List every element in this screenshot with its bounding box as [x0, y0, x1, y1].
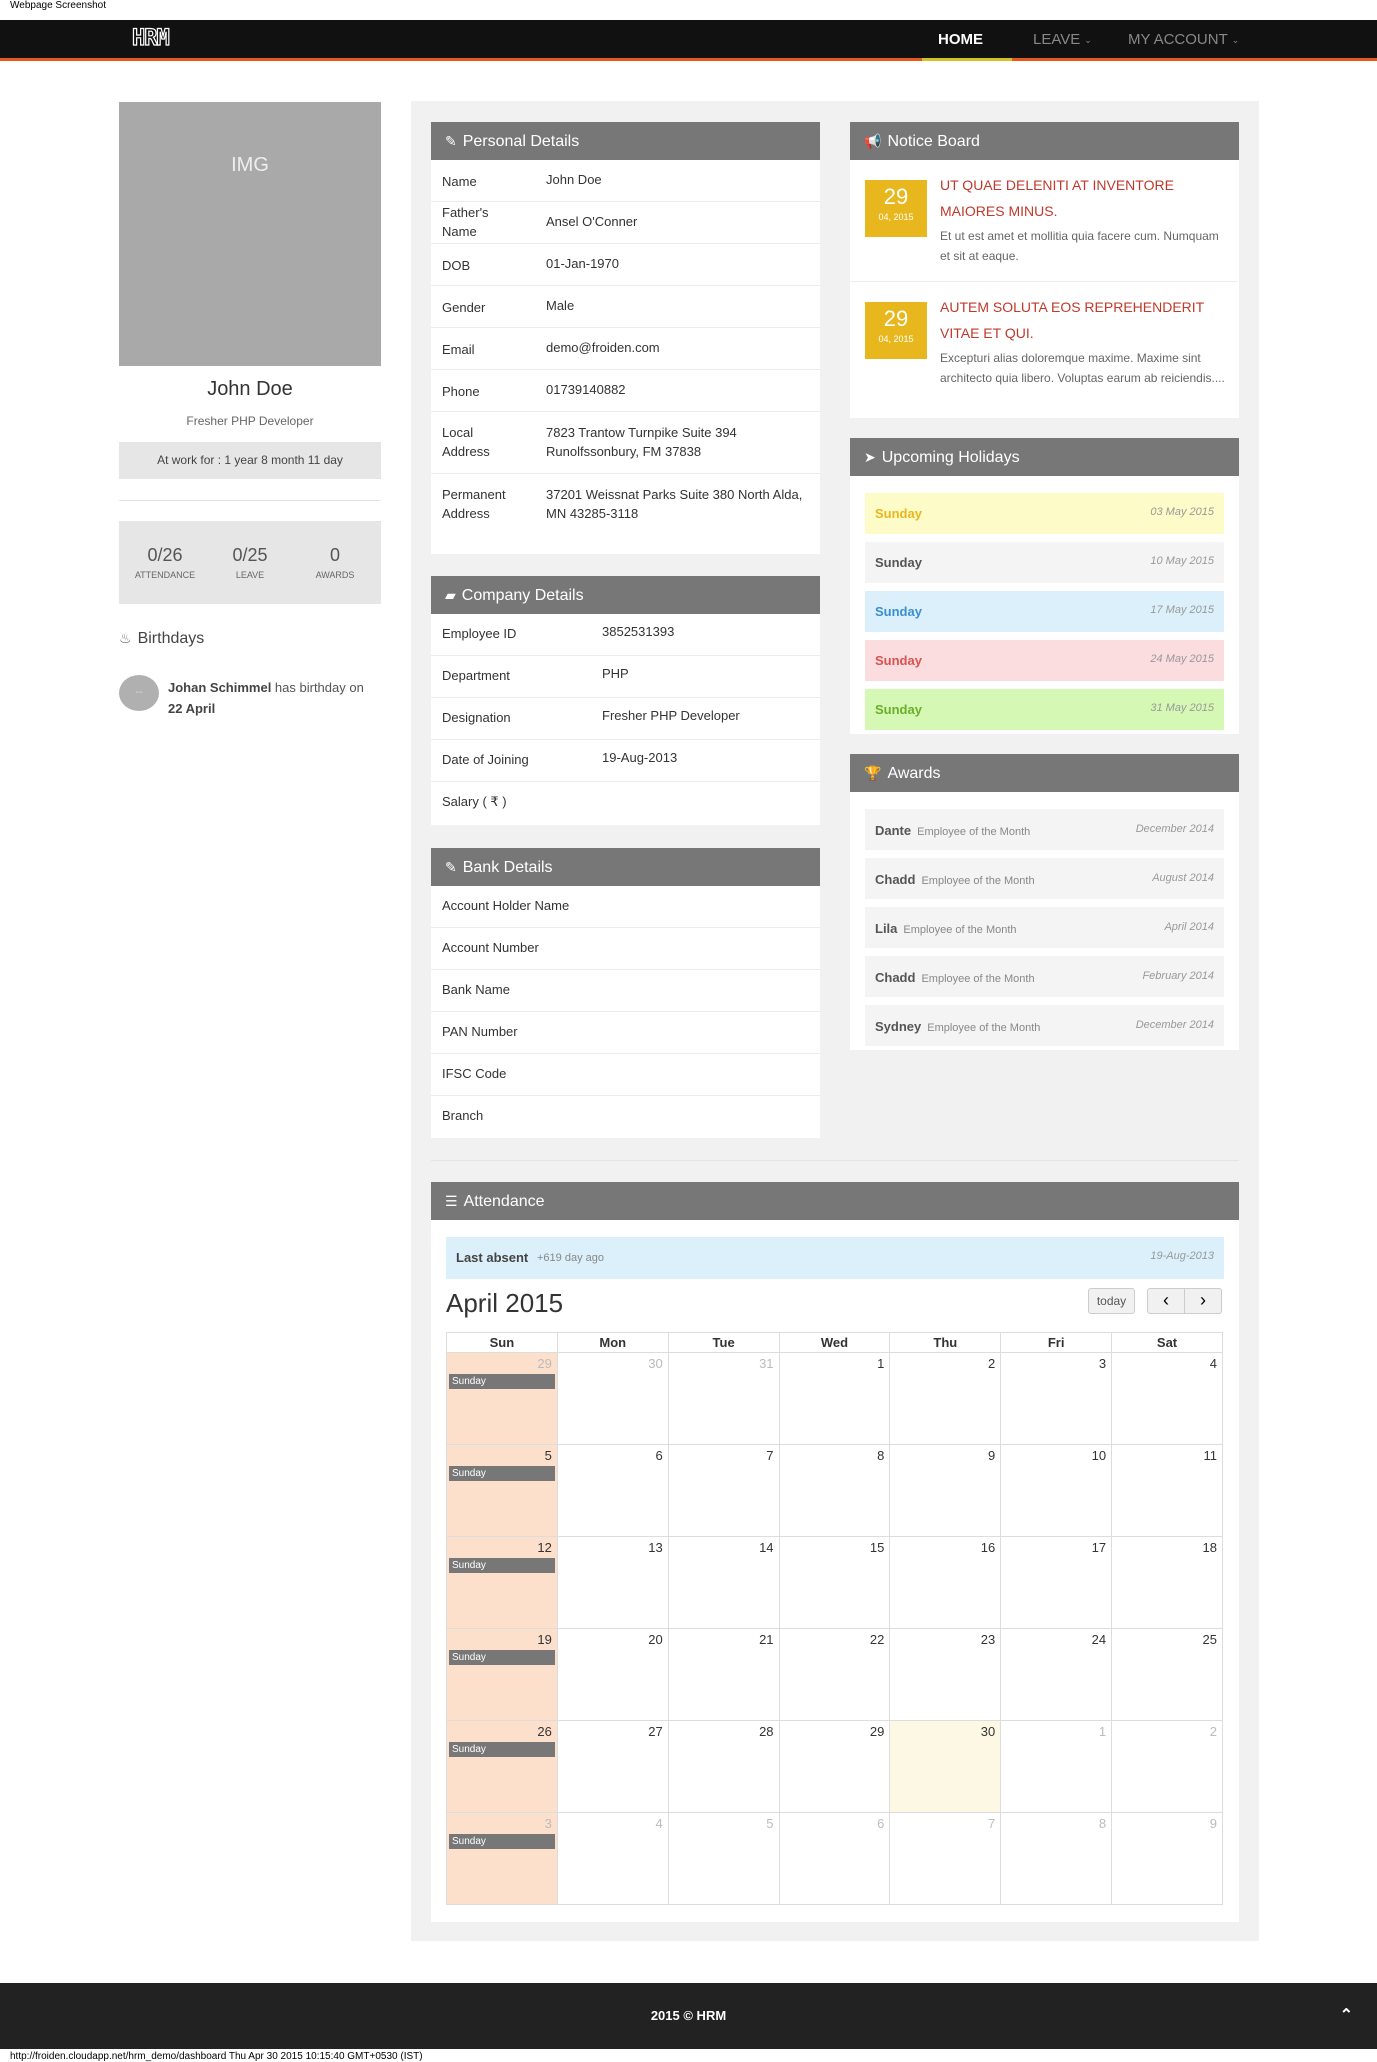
detail-key: Gender	[442, 300, 486, 315]
detail-key: Date of Joining	[442, 752, 529, 767]
detail-value: Ansel O'Conner	[546, 214, 638, 229]
calendar-event[interactable]: Sunday	[449, 1834, 555, 1849]
day-number: 1	[877, 1356, 885, 1371]
calendar-day-cell[interactable]	[557, 1353, 668, 1445]
holiday-item[interactable]	[865, 689, 1224, 730]
calendar-day-cell[interactable]	[1001, 1629, 1112, 1721]
detail-value: Male	[546, 298, 575, 313]
detail-row	[431, 740, 820, 782]
award-date: February 2014	[1142, 970, 1214, 982]
weekday-header: Fri	[1001, 1333, 1112, 1353]
calendar-day-cell[interactable]	[890, 1445, 1001, 1537]
detail-key: DOB	[442, 258, 471, 273]
stat-label: ATTENDANCE	[134, 570, 196, 580]
day-number: 4	[1209, 1356, 1217, 1371]
detail-row	[431, 244, 820, 286]
stat-value: 0	[329, 545, 340, 565]
calendar-day-cell[interactable]	[447, 1813, 558, 1905]
calendar-day-cell[interactable]	[890, 1629, 1001, 1721]
detail-value: 19-Aug-2013	[602, 750, 678, 765]
calendar-day-cell[interactable]	[1112, 1353, 1223, 1445]
detail-row	[431, 286, 820, 328]
detail-row	[431, 1012, 820, 1054]
upcoming-holidays-panel	[850, 438, 1239, 734]
chevron-down-icon: ⌄	[1231, 34, 1240, 45]
holiday-item[interactable]	[865, 640, 1224, 681]
award-title: Employee of the Month	[917, 826, 1031, 838]
notice-body: Excepturi alias doloremque maxime. Maxime sint architecto quia libero. Voluptas earum ab reiciendis....	[940, 351, 1225, 385]
day-number: 10	[1091, 1448, 1107, 1463]
calendar-day-cell[interactable]	[1112, 1445, 1223, 1537]
calendar-day-cell[interactable]	[779, 1353, 890, 1445]
calendar-day-cell[interactable]	[557, 1445, 668, 1537]
calendar-day-cell[interactable]	[447, 1629, 558, 1721]
calendar-day-cell[interactable]	[668, 1537, 779, 1629]
calendar-week-row	[447, 1721, 1223, 1813]
calendar-header-row	[447, 1333, 1223, 1353]
divider	[431, 1160, 1239, 1161]
calendar-event[interactable]: Sunday	[449, 1742, 555, 1757]
birthdays-title: Birthdays	[137, 630, 205, 647]
holiday-date: 03 May 2015	[1150, 506, 1214, 518]
day-number: 6	[655, 1448, 663, 1463]
award-title: Employee of the Month	[921, 875, 1035, 887]
day-number: 13	[648, 1540, 663, 1555]
notice-body: Et ut est amet et mollitia quia facere cum. Numquam et sit at eaque.	[940, 229, 1219, 263]
prev-month-button[interactable]: ‹	[1147, 1288, 1185, 1314]
calendar-day-cell[interactable]	[890, 1721, 1001, 1813]
holiday-item[interactable]	[865, 542, 1224, 583]
detail-key: PAN Number	[442, 1024, 518, 1039]
notice-item[interactable]	[850, 282, 1238, 418]
avatar: --	[119, 675, 159, 711]
day-number: 27	[648, 1724, 663, 1739]
day-number: 30	[980, 1724, 996, 1739]
day-number: 12	[537, 1540, 552, 1555]
holiday-date: 31 May 2015	[1150, 702, 1214, 714]
stat-label: LEAVE	[235, 570, 265, 580]
calendar-event[interactable]: Sunday	[449, 1466, 555, 1481]
day-number: 21	[759, 1632, 774, 1647]
notice-month: 04, 2015	[878, 212, 914, 222]
calendar-day-cell[interactable]	[447, 1445, 558, 1537]
profile-image-label: IMG	[231, 154, 269, 176]
detail-row	[431, 202, 820, 244]
weekday-header: Tue	[668, 1333, 779, 1353]
weekday-header: Wed	[779, 1333, 890, 1353]
day-number: 3	[544, 1816, 552, 1831]
footer	[0, 1983, 1377, 2049]
day-number: 7	[987, 1816, 996, 1831]
detail-value: 3852531393	[602, 624, 675, 639]
day-number: 18	[1202, 1540, 1217, 1555]
calendar-day-cell[interactable]	[1001, 1353, 1112, 1445]
day-number: 22	[869, 1632, 885, 1647]
stat-label: AWARDS	[315, 570, 355, 580]
paper-plane-icon: ➤	[864, 449, 876, 465]
calendar-day-cell[interactable]	[1001, 1813, 1112, 1905]
day-number: 2	[987, 1356, 996, 1371]
panel-header	[850, 438, 1239, 476]
calendar-week-row	[447, 1629, 1223, 1721]
notice-item[interactable]	[850, 160, 1238, 282]
day-number: 20	[648, 1632, 663, 1647]
calendar-event[interactable]: Sunday	[449, 1558, 555, 1573]
calendar-day-cell[interactable]	[668, 1629, 779, 1721]
holiday-date: 24 May 2015	[1150, 653, 1214, 665]
holiday-name: Sunday	[875, 506, 922, 521]
detail-key: Permanent Address	[442, 487, 506, 521]
detail-row	[431, 886, 820, 928]
detail-key: Designation	[442, 710, 511, 725]
detail-key: IFSC Code	[442, 1066, 507, 1081]
detail-key: Branch	[442, 1108, 484, 1123]
calendar-day-cell[interactable]	[557, 1537, 668, 1629]
detail-value: 37201 Weissnat Parks Suite 380 North Alda, MN 43285-3118	[546, 487, 803, 521]
notice-date	[865, 180, 927, 237]
panel-header	[431, 576, 820, 614]
day-number: 29	[869, 1724, 885, 1739]
logo[interactable]: HRM	[132, 26, 169, 51]
day-number: 16	[980, 1540, 996, 1555]
holiday-item[interactable]	[865, 493, 1224, 534]
personal-details-panel	[431, 122, 820, 554]
nav-leave-label: LEAVE	[1033, 31, 1081, 48]
holiday-name: Sunday	[875, 702, 922, 717]
calendar-day-cell[interactable]	[668, 1445, 779, 1537]
holiday-name: Sunday	[875, 604, 922, 619]
panel-header	[850, 754, 1239, 792]
detail-value: demo@froiden.com	[546, 340, 660, 355]
day-number: 2	[1209, 1724, 1217, 1739]
calendar-day-cell[interactable]	[779, 1537, 890, 1629]
calendar-day-cell[interactable]	[1112, 1721, 1223, 1813]
detail-key: Department	[442, 668, 510, 683]
award-winner: Chadd	[875, 872, 916, 887]
calendar-day-cell[interactable]	[668, 1813, 779, 1905]
panel-title: Upcoming Holidays	[881, 449, 1020, 466]
trophy-icon: 🏆	[864, 765, 882, 781]
day-number: 24	[1091, 1632, 1107, 1647]
panel-header	[850, 122, 1239, 160]
calendar-day-cell[interactable]	[1001, 1445, 1112, 1537]
detail-value: PHP	[602, 666, 629, 681]
calendar-day-cell[interactable]	[1001, 1721, 1112, 1813]
birthday-person: Johan Schimmel	[168, 680, 272, 695]
day-number: 11	[1203, 1448, 1217, 1463]
profile-role: Fresher PHP Developer	[186, 414, 314, 428]
day-number: 17	[1091, 1540, 1107, 1555]
calendar-day-cell[interactable]	[668, 1353, 779, 1445]
award-winner: Sydney	[875, 1019, 922, 1034]
calendar-day-cell[interactable]	[557, 1721, 668, 1813]
day-number: 9	[987, 1448, 996, 1463]
detail-row	[431, 698, 820, 740]
calendar-day-cell[interactable]	[779, 1445, 890, 1537]
company-details-panel	[431, 576, 820, 825]
detail-row	[431, 928, 820, 970]
award-title: Employee of the Month	[903, 924, 1017, 936]
award-date: December 2014	[1135, 823, 1214, 835]
day-number: 14	[759, 1540, 774, 1555]
panel-title: Attendance	[463, 1193, 545, 1210]
calendar-day-cell[interactable]	[557, 1813, 668, 1905]
birthday-entry	[168, 677, 383, 719]
panel-title: Company Details	[461, 587, 584, 604]
calendar-day-cell[interactable]	[447, 1537, 558, 1629]
profile-image	[119, 102, 381, 366]
detail-value: Fresher PHP Developer	[602, 708, 740, 723]
panel-title: Notice Board	[887, 133, 980, 150]
holiday-date: 10 May 2015	[1150, 555, 1214, 567]
bank-details-panel	[431, 848, 820, 1138]
calendar-week-row	[447, 1813, 1223, 1905]
work-duration: At work for : 1 year 8 month 11 day	[119, 442, 381, 479]
briefcase-icon: ▰	[445, 587, 456, 603]
profile-name: John Doe	[207, 378, 293, 400]
birthday-date: 22 April	[168, 701, 216, 716]
nav-account-label: MY ACCOUNT	[1128, 31, 1228, 48]
stat-awards	[295, 545, 375, 580]
status-bar-url: http://froiden.cloudapp.net/hrm_demo/dashboard Thu Apr 30 2015 10:15:40 GMT+0530 (IST)	[10, 2051, 423, 2062]
chevron-down-icon: ⌄	[1084, 34, 1092, 45]
nav-home[interactable]: HOME	[938, 31, 983, 48]
calendar-event[interactable]: Sunday	[449, 1650, 555, 1665]
pencil-icon: ✎	[445, 133, 457, 149]
detail-row	[431, 412, 820, 474]
day-number: 31	[759, 1356, 774, 1371]
pencil-icon: ✎	[445, 859, 457, 875]
award-date: December 2014	[1135, 1019, 1214, 1031]
day-number: 4	[655, 1816, 663, 1831]
detail-key: Email	[442, 342, 475, 357]
detail-key: Account Number	[442, 940, 539, 955]
panel-header	[431, 122, 820, 160]
holiday-name: Sunday	[875, 653, 922, 668]
calendar-grid	[446, 1332, 1223, 1905]
detail-value: 01739140882	[546, 382, 626, 397]
day-number: 3	[1098, 1356, 1107, 1371]
detail-key: Bank Name	[442, 982, 510, 997]
birthday-text: has birthday on	[271, 680, 364, 695]
day-number: 15	[869, 1540, 885, 1555]
award-winner: Chadd	[875, 970, 916, 985]
footer-text: 2015 © HRM	[650, 2008, 727, 2023]
holiday-name: Sunday	[875, 555, 922, 570]
last-absent-bar	[446, 1237, 1224, 1279]
panel-title: Bank Details	[462, 859, 553, 876]
detail-row	[431, 160, 820, 202]
calendar-day-cell[interactable]	[779, 1721, 890, 1813]
stat-value: 0/26	[147, 545, 183, 565]
detail-row	[431, 614, 820, 656]
megaphone-icon: 📢	[864, 133, 882, 149]
detail-key: Account Holder Name	[442, 898, 570, 913]
award-item[interactable]	[865, 956, 1224, 997]
detail-row	[431, 656, 820, 698]
day-number: 28	[759, 1724, 774, 1739]
nav-leave[interactable]	[1033, 31, 1092, 48]
holiday-date: 17 May 2015	[1150, 604, 1214, 616]
detail-key: Phone	[442, 384, 480, 399]
calendar-day-cell[interactable]	[668, 1721, 779, 1813]
day-number: 9	[1209, 1816, 1217, 1831]
award-item[interactable]	[865, 809, 1224, 850]
calendar-week-row	[447, 1353, 1223, 1445]
calendar-day-cell[interactable]	[1112, 1813, 1223, 1905]
calendar-day-cell[interactable]	[557, 1629, 668, 1721]
detail-value: 7823 Trantow Turnpike Suite 394 Runolfssonbury, FM 37838	[546, 425, 737, 459]
day-number: 6	[877, 1816, 885, 1831]
holiday-item[interactable]	[865, 591, 1224, 632]
calendar-day-cell[interactable]	[779, 1629, 890, 1721]
calendar-day-cell[interactable]	[1112, 1537, 1223, 1629]
day-number: 30	[648, 1356, 663, 1371]
panel-title: Awards	[887, 765, 941, 782]
day-number: 1	[1098, 1724, 1107, 1739]
calendar-day-cell[interactable]	[890, 1537, 1001, 1629]
calendar-month-title: April 2015	[446, 1288, 564, 1318]
award-date: August 2014	[1152, 872, 1214, 884]
last-absent-ago: +619 day ago	[537, 1252, 604, 1264]
detail-row	[431, 782, 820, 824]
calendar-week-row	[447, 1445, 1223, 1537]
day-number: 5	[544, 1448, 552, 1463]
day-number: 5	[766, 1816, 774, 1831]
awards-panel	[850, 754, 1239, 1050]
detail-row	[431, 1054, 820, 1096]
calendar-body	[447, 1353, 1223, 1905]
detail-value: 01-Jan-1970	[546, 256, 619, 271]
list-icon: ☰	[445, 1193, 458, 1209]
nav-active-indicator	[922, 58, 1012, 61]
detail-row	[431, 474, 820, 536]
stat-leave	[210, 545, 290, 580]
detail-key: Salary ( ₹ )	[442, 794, 507, 809]
day-number: 8	[877, 1448, 885, 1463]
chevron-up-icon[interactable]: ⌃	[1339, 2007, 1353, 2024]
next-month-button[interactable]: ›	[1184, 1288, 1222, 1314]
detail-row	[431, 370, 820, 412]
detail-row	[431, 328, 820, 370]
notice-day: 29	[883, 184, 909, 209]
birthday-cake-icon: ♨	[119, 630, 132, 646]
stat-attendance	[125, 545, 205, 580]
day-number: 29	[537, 1356, 552, 1371]
award-title: Employee of the Month	[921, 973, 1035, 985]
profile-stats	[119, 521, 381, 604]
day-number: 19	[537, 1632, 552, 1647]
today-button[interactable]: today	[1088, 1288, 1135, 1314]
detail-key: Name	[442, 174, 477, 189]
last-absent-label: Last absent	[456, 1250, 529, 1265]
detail-row	[431, 970, 820, 1012]
calendar-day-cell[interactable]	[1001, 1537, 1112, 1629]
calendar-day-cell[interactable]	[447, 1353, 558, 1445]
detail-key: Local Address	[442, 425, 490, 459]
award-winner: Lila	[875, 921, 898, 936]
award-date: April 2014	[1164, 921, 1214, 933]
day-number: 8	[1098, 1816, 1107, 1831]
screenshot-caption: Webpage Screenshot	[10, 0, 106, 11]
calendar-day-cell[interactable]	[447, 1721, 558, 1813]
detail-row	[431, 1096, 820, 1138]
award-item[interactable]	[865, 907, 1224, 948]
detail-value: John Doe	[546, 172, 602, 187]
notice-title[interactable]: AUTEM SOLUTA EOS REPREHENDERIT VITAE ET QUI.	[940, 299, 1204, 341]
weekday-header: Sun	[447, 1333, 558, 1353]
detail-key: Father's Name	[442, 205, 489, 239]
calendar-event[interactable]: Sunday	[449, 1374, 555, 1389]
weekday-header: Thu	[890, 1333, 1001, 1353]
notice-title[interactable]: UT QUAE DELENITI AT INVENTORE MAIORES MINUS.	[940, 177, 1174, 219]
award-title: Employee of the Month	[927, 1022, 1041, 1034]
weekday-header: Mon	[557, 1333, 668, 1353]
notice-month: 04, 2015	[878, 334, 914, 344]
day-number: 23	[980, 1632, 996, 1647]
weekday-header: Sat	[1112, 1333, 1223, 1353]
notice-date	[865, 302, 927, 359]
panel-header	[431, 848, 820, 886]
calendar-day-cell[interactable]	[1112, 1629, 1223, 1721]
notice-board-panel	[850, 122, 1239, 418]
detail-key: Employee ID	[442, 626, 517, 641]
award-item[interactable]	[865, 858, 1224, 899]
calendar-day-cell[interactable]	[890, 1813, 1001, 1905]
last-absent-date: 19-Aug-2013	[1150, 1250, 1214, 1262]
birthdays-heading	[119, 630, 204, 648]
day-number: 7	[766, 1448, 774, 1463]
calendar-day-cell[interactable]	[890, 1353, 1001, 1445]
award-item[interactable]	[865, 1005, 1224, 1046]
panel-title: Personal Details	[462, 133, 580, 150]
panel-header	[431, 1182, 1239, 1220]
day-number: 25	[1202, 1632, 1217, 1647]
calendar-week-row	[447, 1537, 1223, 1629]
nav-my-account[interactable]	[1128, 31, 1239, 48]
notice-day: 29	[883, 306, 909, 331]
day-number: 26	[537, 1724, 552, 1739]
calendar-day-cell[interactable]	[779, 1813, 890, 1905]
award-winner: Dante	[875, 823, 912, 838]
stat-value: 0/25	[232, 545, 268, 565]
divider	[119, 500, 381, 501]
